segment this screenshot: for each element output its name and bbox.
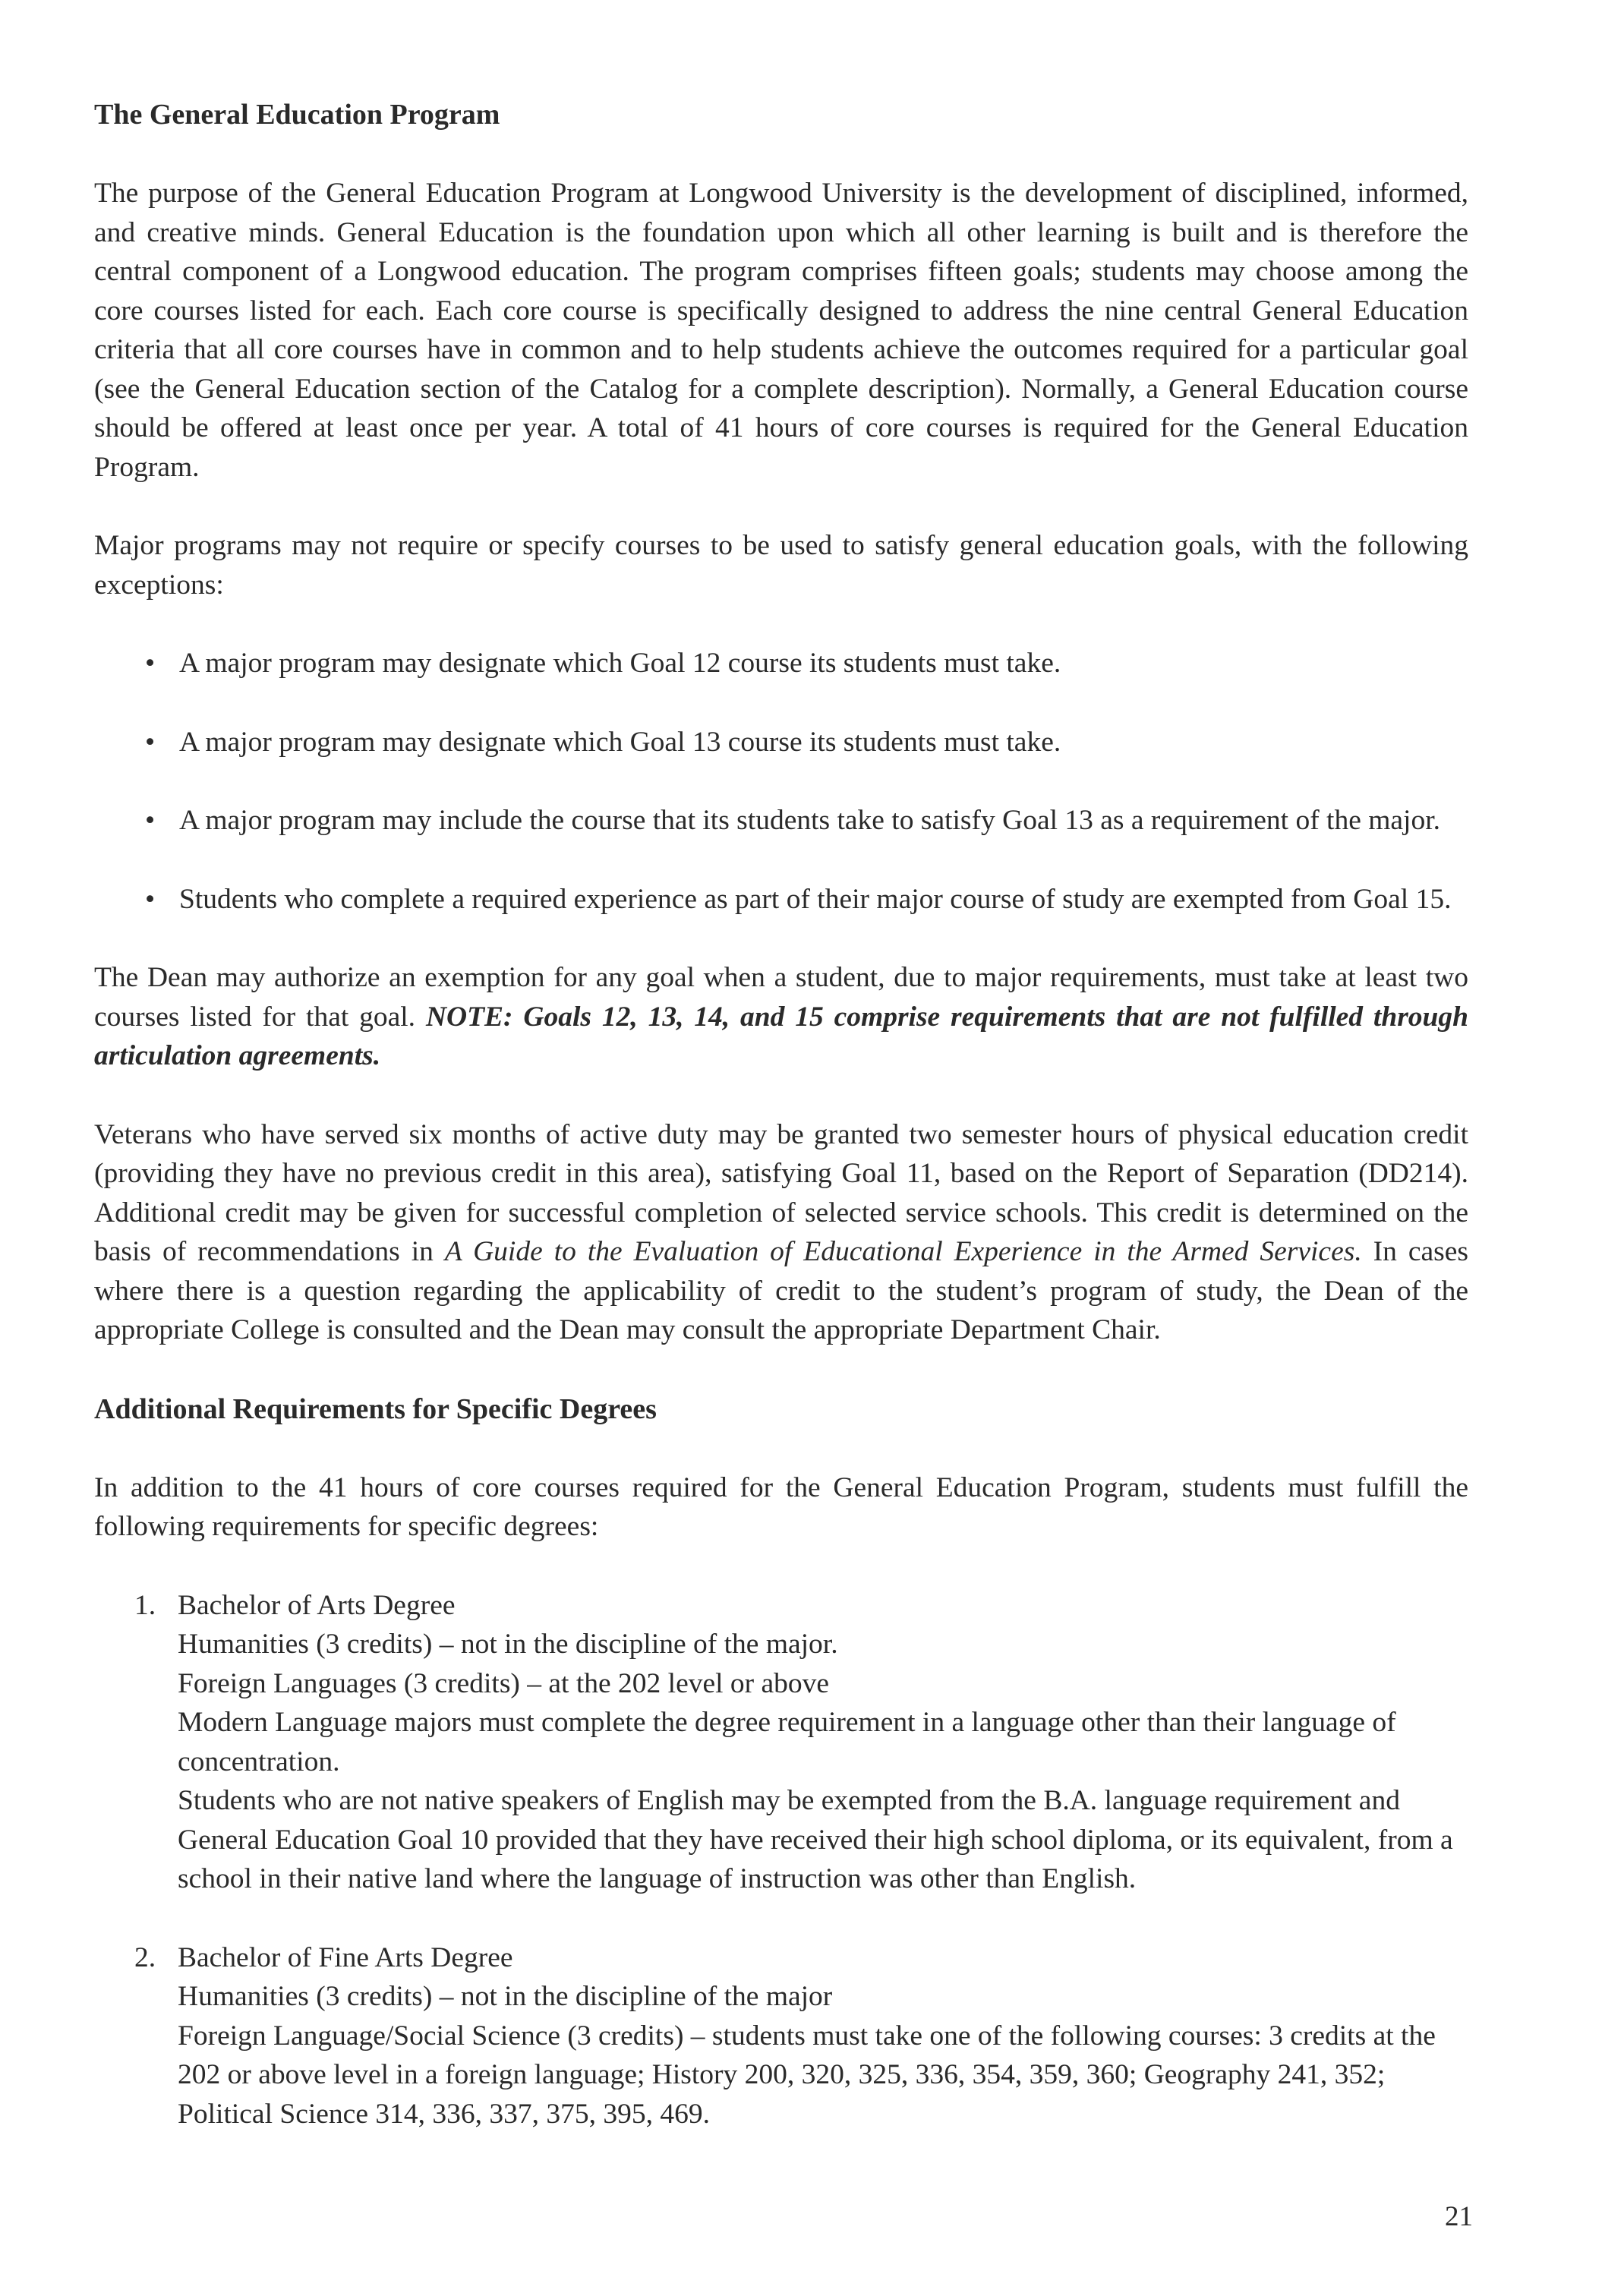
bullet-icon: • — [145, 648, 156, 679]
exceptions-list — [94, 644, 1468, 919]
bullet-icon: • — [145, 805, 156, 836]
degree-requirement-line: Foreign Languages (3 credits) – at the 202 level or above — [178, 1667, 830, 1699]
degree-item-bfa — [94, 1938, 1468, 2134]
list-item — [94, 880, 1468, 919]
list-item-text: A major program may designate which Goal 12 course its students must take. — [179, 648, 1061, 679]
dean-exemption-text: The Dean may authorize an exemption for any goal when a student, due to major requirements, must take at least two courses listed for that goal. — [94, 962, 1468, 1033]
degree-requirement-line: Humanities (3 credits) – not in the discipline of the major — [178, 1981, 833, 2012]
list-item-text: Students who complete a required experience as part of their major course of study are exempted from Goal 15. — [179, 883, 1452, 915]
list-item — [94, 723, 1468, 762]
guide-title: A Guide to the Evaluation of Educational Experience in the Armed Services. — [444, 1236, 1362, 1267]
dean-exemption-paragraph — [94, 958, 1468, 1076]
list-item-text: A major program may designate which Goal 13 course its students must take. — [179, 726, 1061, 758]
degree-requirement-line: Modern Language majors must complete the degree requirement in a language other than their language of concentration. — [178, 1707, 1396, 1777]
articulation-note: NOTE: Goals 12, 13, 14, and 15 comprise requirements that are not fulfilled through articulation agreements. — [94, 1001, 1468, 1071]
bullet-icon: • — [145, 883, 156, 915]
degree-title: Bachelor of Arts Degree — [178, 1589, 456, 1621]
purpose-paragraph: The purpose of the General Education Program at Longwood University is the development of disciplined, informed, and creative minds. General Education is the foundation upon which all other learning is built and is therefore the central component of a Longwood education. The program comprises fifteen goals; students may choose among the core courses listed for each. Each core course is specifically designed to address the nine central General Education criteria that all core courses have in common and to help students achieve the outcomes required for a particular goal (see the General Education section of the Catalog for a complete description). Normally, a General Education course should be offered at least once per year. A total of 41 hours of core courses is required for the General Education Program. — [94, 178, 1468, 483]
page-content — [94, 95, 1468, 2173]
veterans-paragraph — [94, 1115, 1468, 1350]
major-programs-paragraph: Major programs may not require or specify courses to be used to satisfy general education goals, with the following exceptions: — [94, 530, 1468, 601]
degree-requirement-line: Foreign Language/Social Science (3 credits) – students must take one of the following courses: 3 credits at the 202 or above level in a foreign language; History 200, 320, 325, 336, 354, 359, 360; Geography 241, 352; Political Science 314, 336, 337, 375, 395, 469. — [178, 2020, 1436, 2130]
degree-requirements-list — [94, 1586, 1468, 2134]
bullet-icon: • — [145, 726, 156, 758]
degree-item-ba — [94, 1586, 1468, 1899]
additional-requirements-intro: In addition to the 41 hours of core courses required for the General Education Program, students must fulfill the following requirements for specific degrees: — [94, 1471, 1468, 1542]
degree-number: 2. — [134, 1941, 156, 1973]
page-number: 21 — [1445, 2201, 1473, 2232]
veterans-text-after: In cases where there is a question regarding the applicability of credit to the student’s program of study, the Dean of the appropriate College is consulted and the Dean may consult the appropriate Department Chair. — [94, 1236, 1469, 1345]
veterans-text-before: Veterans who have served six months of active duty may be granted two semester hours of physical education credit (providing they have no previous credit in this area), satisfying Goal 11, based on the Report of Separation (DD214). Additional credit may be given for successful completion of selected service schools. This credit is determined on the basis of recommendations in — [94, 1118, 1468, 1267]
list-item-text: A major program may include the course that its students take to satisfy Goal 13 as a requirement of the major. — [179, 805, 1441, 836]
section-heading-additional-requirements: Additional Requirements for Specific Degrees — [94, 1392, 657, 1425]
section-heading-general-education: The General Education Program — [94, 99, 500, 131]
list-item — [94, 801, 1468, 840]
degree-requirement-line: Humanities (3 credits) – not in the discipline of the major. — [178, 1629, 838, 1660]
degree-requirement-line: Students who are not native speakers of English may be exempted from the B.A. language requirement and General Education Goal 10 provided that they have received their high school diploma, or its equivalent, from a school in their native land where the language of instruction was other than English. — [178, 1785, 1453, 1894]
degree-number: 1. — [134, 1589, 156, 1621]
list-item — [94, 644, 1468, 683]
degree-title: Bachelor of Fine Arts Degree — [178, 1941, 513, 1973]
